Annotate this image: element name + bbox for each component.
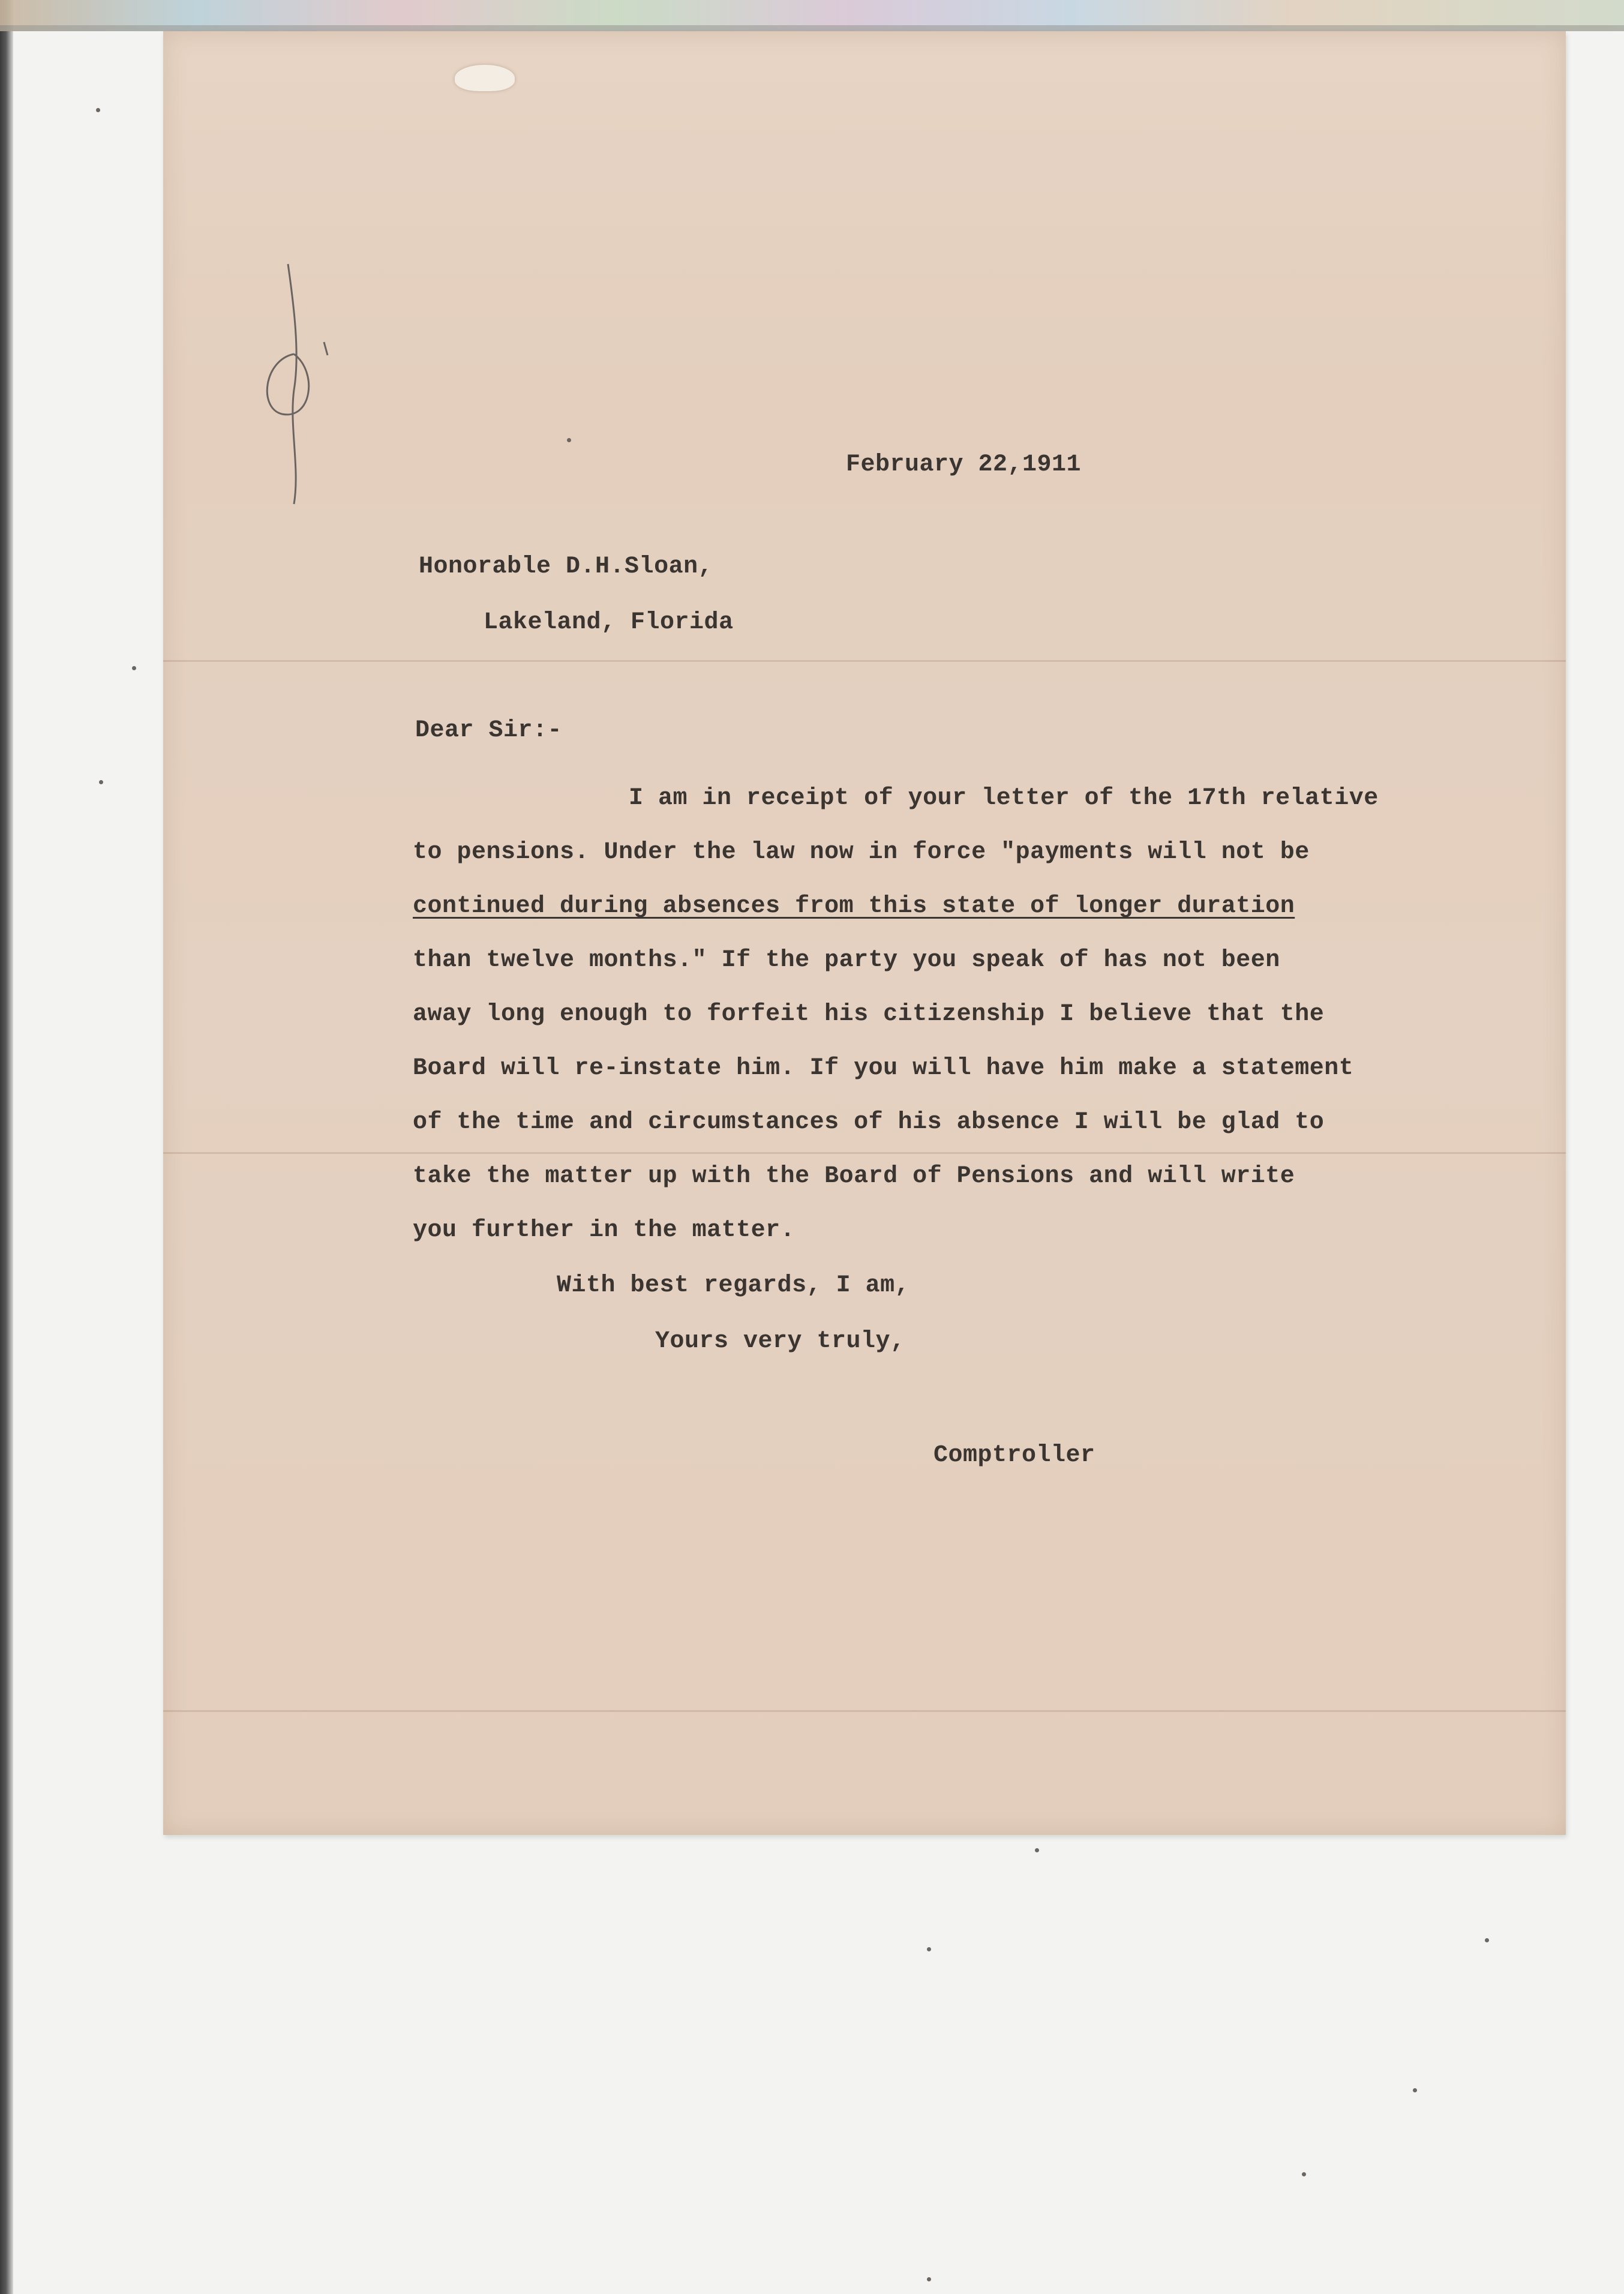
complimentary-close: Yours very truly,: [655, 1328, 905, 1355]
body-line: away long enough to forfeit his citizenship I believe that the: [413, 1001, 1325, 1028]
recipient-city: Lakeland, Florida: [484, 609, 734, 636]
body-line-underlined: continued during absences from this state of longer duration: [413, 893, 1295, 920]
scan-speck: [1413, 2088, 1417, 2092]
body-line: Board will re-instate him. If you will have him make a statement: [413, 1055, 1354, 1082]
paper-fold-line: [163, 1710, 1566, 1712]
paper-clip-tear: [455, 65, 515, 91]
scan-speck: [927, 2277, 931, 2281]
paper-fold-line: [163, 660, 1566, 662]
letter-paper: [163, 31, 1566, 1835]
body-line: take the matter up with the Board of Pensions and will write: [413, 1163, 1295, 1190]
body-line: I am in receipt of your letter of the 17th relative: [629, 785, 1379, 812]
scan-speck: [567, 438, 571, 442]
body-line: you further in the matter.: [413, 1217, 796, 1244]
scan-speck: [1302, 2172, 1306, 2176]
scan-speck: [1485, 1938, 1489, 1942]
paper-fold-line: [163, 1152, 1566, 1154]
scan-speck: [99, 780, 103, 784]
recipient-name: Honorable D.H.Sloan,: [419, 553, 713, 580]
signature-title: Comptroller: [933, 1442, 1095, 1469]
scan-left-edge: [0, 0, 13, 2294]
scan-speck: [132, 666, 136, 670]
letter-date: February 22,1911: [846, 451, 1082, 478]
body-line: to pensions. Under the law now in force "payments will not be: [413, 839, 1310, 866]
scan-speck: [96, 108, 100, 112]
body-line: of the time and circumstances of his absence I will be glad to: [413, 1109, 1325, 1136]
scan-speck: [927, 1947, 931, 1951]
scan-speck: [1035, 1848, 1039, 1852]
scan-top-strip: [0, 0, 1624, 31]
body-line: than twelve months." If the party you speak of has not been: [413, 947, 1280, 974]
pencil-mark-icon: [252, 258, 336, 510]
salutation: Dear Sir:-: [415, 717, 563, 744]
closing: With best regards, I am,: [557, 1272, 910, 1299]
